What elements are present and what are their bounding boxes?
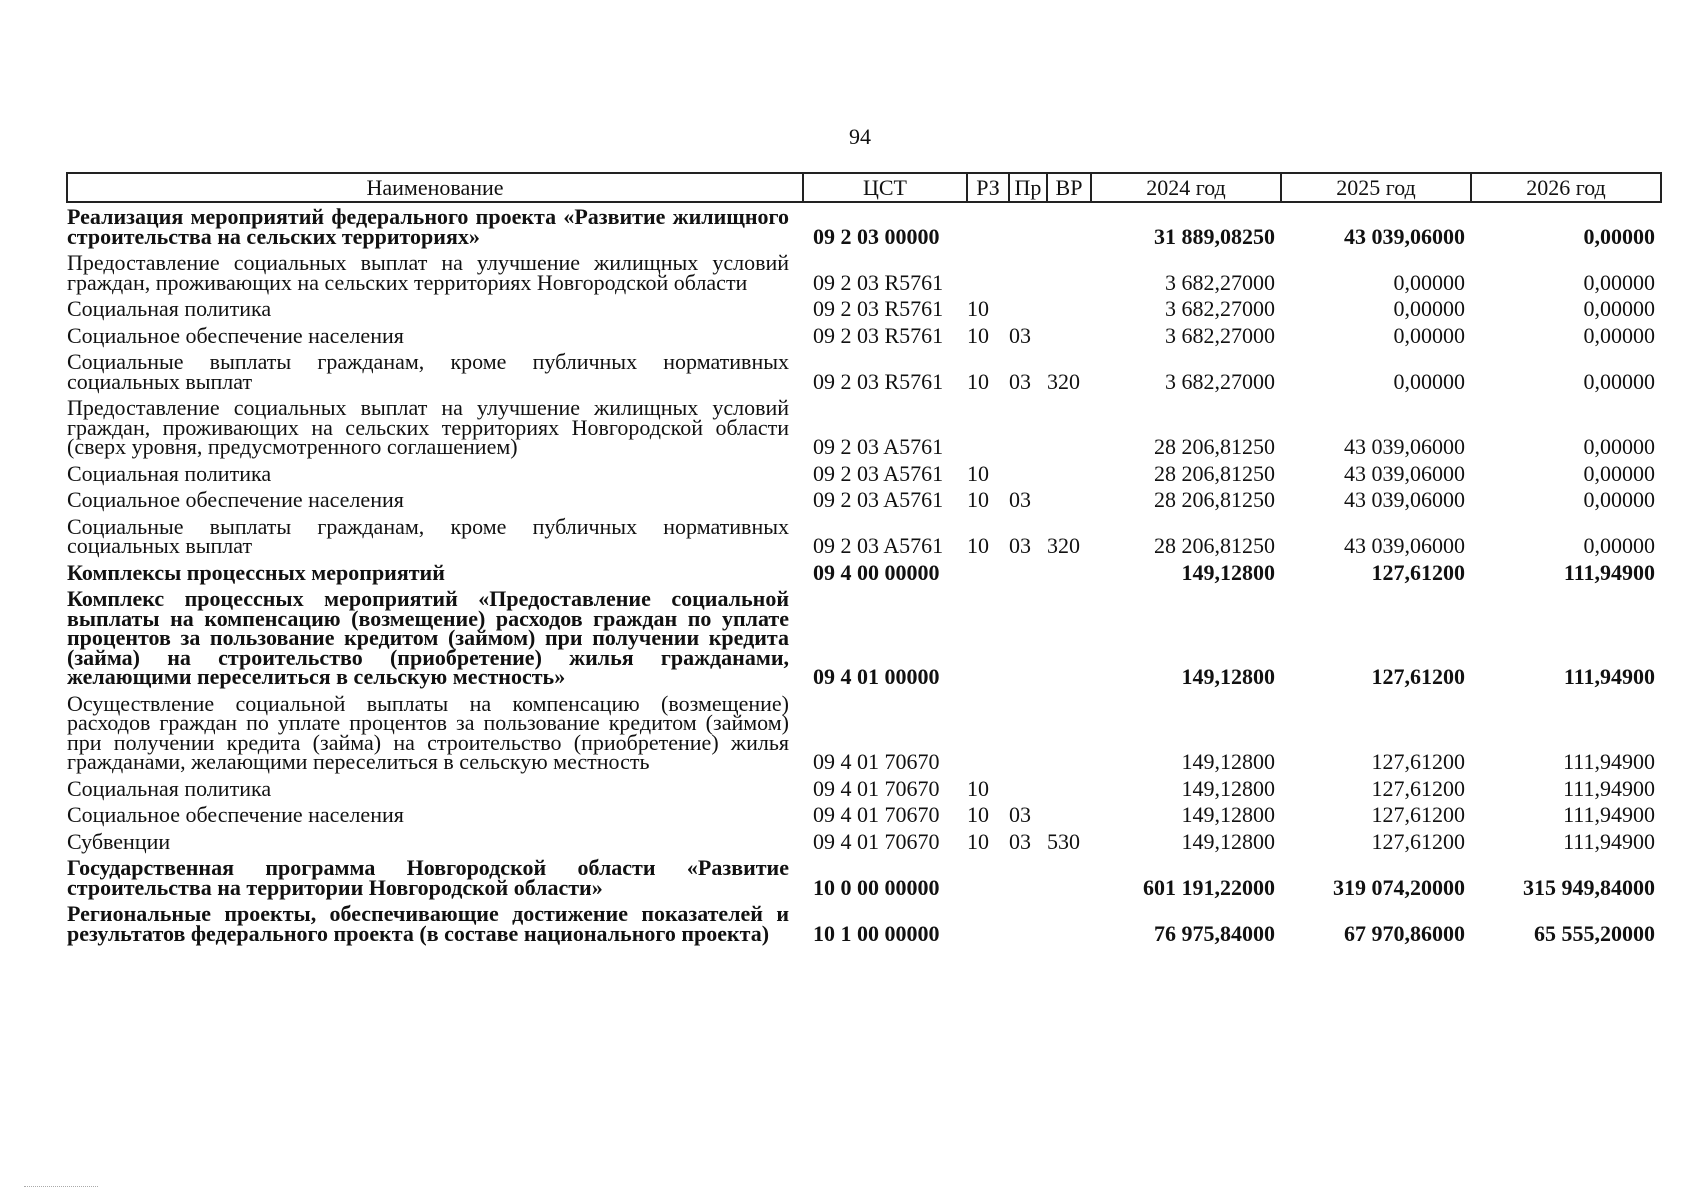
- table-row: [67, 828, 1661, 855]
- cell-2025: 127,61200: [1371, 664, 1465, 689]
- cell-2024: 149,12800: [1181, 664, 1275, 689]
- page-number: 94: [849, 124, 871, 149]
- cell-2026: 0,00000: [1583, 460, 1655, 486]
- cell-vr: 320: [1047, 368, 1080, 394]
- cell-2024: 3 682,27000: [1165, 269, 1275, 295]
- header-2025: 2025 год: [1281, 173, 1471, 202]
- cell-2024: 149,12800: [1181, 802, 1275, 827]
- cell-2024: 149,12800: [1181, 828, 1275, 854]
- cell-pr: [1009, 854, 1047, 900]
- cell-name: Социальное обеспечение населения: [67, 322, 404, 348]
- cell-pr: 03: [1009, 828, 1031, 854]
- cell-2024: 28 206,81250: [1154, 487, 1275, 512]
- cell-cst: 09 4 01 00000: [813, 664, 940, 689]
- cell-rz: [967, 854, 1009, 900]
- header-2024: 2024 год: [1091, 173, 1281, 202]
- table-row: [67, 690, 1661, 775]
- cell-2025: 43 039,06000: [1344, 434, 1465, 459]
- cell-2026: 111,94900: [1563, 664, 1655, 689]
- cell-cst: 09 2 03 00000: [813, 223, 940, 249]
- cell-vr: [1047, 460, 1091, 487]
- cell-2026: 65 555,20000: [1534, 920, 1655, 946]
- cell-2024: 3 682,27000: [1165, 368, 1275, 394]
- cell-rz: 10: [967, 828, 989, 854]
- cell-pr: [1009, 295, 1047, 322]
- cell-2024: 601 191,22000: [1143, 874, 1275, 900]
- cell-2026: 0,00000: [1583, 269, 1655, 295]
- cell-name: Социальные выплаты гражданам, кроме публичных нормативных социальных выплат: [67, 349, 789, 394]
- cell-name: Региональные проекты, обеспечивающие достижение показателей и результатов федерального проекта (в составе национального проекта): [67, 901, 789, 946]
- cell-pr: 03: [1009, 368, 1031, 394]
- cell-pr: [1009, 900, 1047, 946]
- cell-vr: [1047, 394, 1091, 460]
- cell-vr: [1047, 249, 1091, 295]
- cell-2024: 3 682,27000: [1165, 322, 1275, 348]
- cell-pr: [1009, 202, 1047, 249]
- cell-cst: 09 2 03 R5761: [813, 322, 944, 348]
- cell-name: Государственная программа Новгородской области «Развитие строительства на территории Новгородской области»: [67, 855, 789, 900]
- cell-name: Социальная политика: [67, 460, 272, 486]
- cell-vr: [1047, 801, 1091, 828]
- scan-artifact: [24, 1186, 98, 1188]
- cell-cst: 09 2 03 A5761: [813, 533, 944, 558]
- header-vr: ВР: [1047, 173, 1091, 202]
- cell-cst: 09 4 01 70670: [813, 749, 940, 774]
- cell-vr: [1047, 295, 1091, 322]
- cell-2026: 0,00000: [1583, 223, 1655, 249]
- table-body: [67, 202, 1661, 946]
- cell-vr: [1047, 854, 1091, 900]
- cell-2026: 0,00000: [1583, 487, 1655, 512]
- cell-name: Социальные выплаты гражданам, кроме публичных нормативных социальных выплат: [67, 513, 789, 558]
- table-row: [67, 900, 1661, 946]
- header-2026: 2026 год: [1471, 173, 1661, 202]
- header-rz: РЗ: [967, 173, 1009, 202]
- cell-name: Социальное обеспечение населения: [67, 802, 404, 827]
- table-row: [67, 295, 1661, 322]
- cell-2024: 149,12800: [1181, 775, 1275, 801]
- cell-2024: 76 975,84000: [1154, 920, 1275, 946]
- cell-vr: [1047, 559, 1091, 586]
- cell-2026: 111,94900: [1563, 802, 1655, 827]
- table-row: [67, 249, 1661, 295]
- table-row: [67, 460, 1661, 487]
- cell-rz: [967, 585, 1009, 690]
- cell-2025: 127,61200: [1371, 828, 1465, 854]
- cell-rz: 10: [967, 322, 989, 348]
- header-pr: Пр: [1009, 173, 1047, 202]
- cell-2026: 0,00000: [1583, 296, 1655, 321]
- cell-2026: 0,00000: [1583, 434, 1655, 459]
- cell-2026: 0,00000: [1583, 533, 1655, 558]
- cell-2025: 67 970,86000: [1344, 920, 1465, 946]
- cell-2025: 0,00000: [1393, 269, 1465, 295]
- cell-name: Социальная политика: [67, 296, 272, 321]
- cell-cst: 10 0 00 00000: [813, 874, 940, 900]
- cell-2024: 31 889,08250: [1154, 223, 1275, 249]
- cell-2026: 0,00000: [1583, 322, 1655, 348]
- cell-rz: 10: [967, 368, 989, 394]
- cell-2024: 3 682,27000: [1165, 296, 1275, 321]
- cell-2025: 0,00000: [1393, 368, 1465, 394]
- cell-2025: 0,00000: [1393, 296, 1465, 321]
- cell-rz: [967, 559, 1009, 586]
- cell-2025: 43 039,06000: [1344, 460, 1465, 486]
- cell-rz: [967, 202, 1009, 249]
- cell-2025: 43 039,06000: [1344, 487, 1465, 512]
- cell-cst: 09 2 03 R5761: [813, 368, 944, 394]
- cell-pr: [1009, 690, 1047, 775]
- cell-2024: 149,12800: [1181, 749, 1275, 774]
- cell-rz: 10: [967, 460, 989, 486]
- cell-pr: [1009, 775, 1047, 802]
- cell-rz: 10: [967, 802, 989, 827]
- cell-vr: [1047, 585, 1091, 690]
- cell-vr: 320: [1047, 533, 1080, 558]
- cell-rz: 10: [967, 775, 989, 801]
- cell-2025: 127,61200: [1371, 802, 1465, 827]
- table-row: [67, 513, 1661, 559]
- cell-2024: 28 206,81250: [1154, 460, 1275, 486]
- cell-2024: 28 206,81250: [1154, 533, 1275, 558]
- cell-name: Комплексы процессных мероприятий: [67, 559, 445, 585]
- cell-name: Осуществление социальной выплаты на компенсацию (возмещение) расходов граждан по уплате процентов за пользование кредитом (займом) при получении кредита (займа) на строительство (приобретение) жилья гражданами, желающими переселиться в сельскую местность: [67, 690, 789, 774]
- cell-vr: [1047, 775, 1091, 802]
- cell-pr: [1009, 394, 1047, 460]
- cell-cst: 09 2 03 A5761: [813, 460, 944, 486]
- cell-rz: 10: [967, 487, 989, 512]
- cell-rz: 10: [967, 296, 989, 321]
- cell-2026: 111,94900: [1563, 749, 1655, 774]
- cell-cst: 09 2 03 R5761: [813, 269, 944, 295]
- cell-vr: [1047, 900, 1091, 946]
- cell-2024: 28 206,81250: [1154, 434, 1275, 459]
- cell-pr: 03: [1009, 322, 1031, 348]
- cell-vr: 530: [1047, 828, 1080, 854]
- cell-rz: [967, 249, 1009, 295]
- cell-cst: 09 4 01 70670: [813, 802, 940, 827]
- cell-name: Предоставление социальных выплат на улучшение жилищных условий граждан, проживающих на сельских территориях Новгородской области (сверх уровня, предусмотренного соглашением): [67, 395, 789, 459]
- cell-name: Социальная политика: [67, 775, 272, 801]
- cell-vr: [1047, 486, 1091, 513]
- cell-vr: [1047, 322, 1091, 349]
- table-row: [67, 801, 1661, 828]
- cell-cst: 09 4 01 70670: [813, 828, 940, 854]
- cell-cst: 10 1 00 00000: [813, 920, 940, 946]
- cell-rz: [967, 690, 1009, 775]
- cell-2025: 319 074,20000: [1333, 874, 1465, 900]
- cell-name: Субвенции: [67, 828, 171, 854]
- cell-cst: 09 2 03 A5761: [813, 487, 944, 512]
- cell-rz: [967, 900, 1009, 946]
- cell-2026: 111,94900: [1563, 775, 1655, 801]
- cell-vr: [1047, 690, 1091, 775]
- table-row: [67, 854, 1661, 900]
- table-row: [67, 775, 1661, 802]
- cell-cst: 09 4 00 00000: [813, 559, 940, 585]
- cell-2025: 43 039,06000: [1344, 223, 1465, 249]
- table-row: [67, 322, 1661, 349]
- cell-2026: 111,94900: [1563, 559, 1655, 585]
- table-row: [67, 348, 1661, 394]
- table-row: [67, 202, 1661, 249]
- cell-pr: [1009, 559, 1047, 586]
- table-header: [67, 173, 1661, 202]
- table-row: [67, 394, 1661, 460]
- cell-pr: 03: [1009, 802, 1031, 827]
- header-name: Наименование: [67, 173, 803, 202]
- table-row: [67, 559, 1661, 586]
- header-cst: ЦСТ: [803, 173, 967, 202]
- cell-2024: 149,12800: [1181, 559, 1275, 585]
- cell-vr: [1047, 202, 1091, 249]
- cell-2026: 315 949,84000: [1523, 874, 1655, 900]
- cell-2025: 127,61200: [1371, 559, 1465, 585]
- cell-name: Реализация мероприятий федерального проекта «Развитие жилищного строительства на сельских территориях»: [67, 204, 789, 249]
- table-row: [67, 486, 1661, 513]
- cell-2025: 127,61200: [1371, 775, 1465, 801]
- cell-2026: 111,94900: [1563, 828, 1655, 854]
- cell-2025: 0,00000: [1393, 322, 1465, 348]
- cell-rz: [967, 394, 1009, 460]
- cell-2026: 0,00000: [1583, 368, 1655, 394]
- cell-name: Предоставление социальных выплат на улучшение жилищных условий граждан, проживающих на сельских территориях Новгородской области: [67, 250, 789, 295]
- cell-2025: 43 039,06000: [1344, 533, 1465, 558]
- budget-table: [66, 172, 1662, 946]
- cell-cst: 09 4 01 70670: [813, 775, 940, 801]
- cell-pr: [1009, 460, 1047, 487]
- cell-cst: 09 2 03 R5761: [813, 296, 944, 321]
- cell-name: Комплекс процессных мероприятий «Предоставление социальной выплаты на компенсацию (возмещение) расходов граждан по уплате процентов за пользование кредитом (займом) при получении кредита (займа) на строительство (приобретение) жилья гражданами, желающими переселиться в сельскую местность»: [67, 586, 789, 689]
- cell-rz: 10: [967, 533, 989, 558]
- cell-pr: [1009, 249, 1047, 295]
- cell-2025: 127,61200: [1371, 749, 1465, 774]
- table-row: [67, 585, 1661, 690]
- cell-pr: 03: [1009, 533, 1031, 558]
- cell-cst: 09 2 03 A5761: [813, 434, 944, 459]
- cell-name: Социальное обеспечение населения: [67, 487, 404, 512]
- cell-pr: 03: [1009, 487, 1031, 512]
- cell-pr: [1009, 585, 1047, 690]
